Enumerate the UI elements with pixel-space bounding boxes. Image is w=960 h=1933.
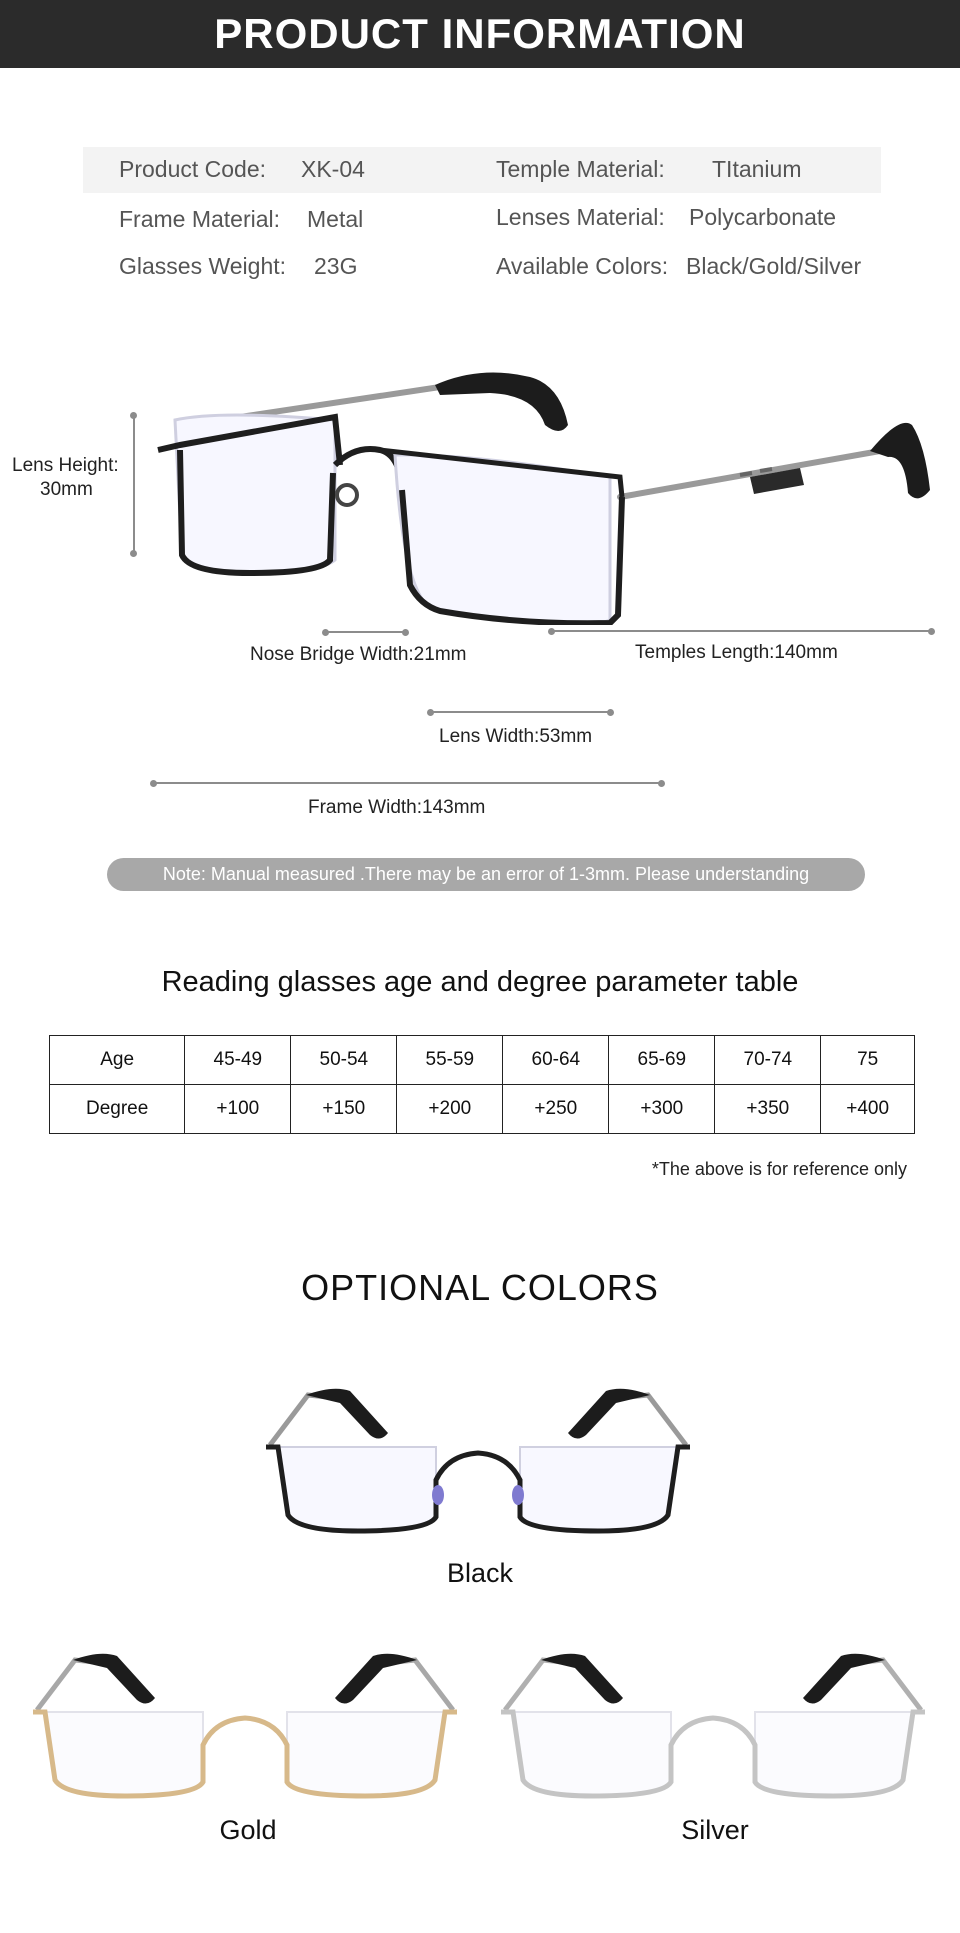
frame-width-guide-right-dot [658,780,665,787]
temples-length-label: Temples Length:140mm [635,642,838,663]
temples-length-guide-left-dot [548,628,555,635]
glasses-weight-label: Glasses Weight: [119,253,287,279]
temple-material-value: TItanium [712,156,802,182]
lens-height-guide-bottom-dot [130,550,137,557]
temples-length-guide [551,630,931,632]
black-glasses-image [258,1385,698,1535]
nose-bridge-guide-right-dot [402,629,409,636]
frame-width-guide-left-dot [150,780,157,787]
available-colors-value: Black/Gold/Silver [686,253,862,279]
page-title: PRODUCT INFORMATION [214,10,746,57]
nose-bridge-guide [325,631,405,633]
frame-width-label: Frame Width:143mm [308,797,486,818]
table-cell: 55-59 [397,1036,503,1085]
gold-glasses-image [25,1650,465,1800]
table-cell: 50-54 [291,1036,397,1085]
lens-height-value: 30mm [40,479,93,500]
color-label-silver: Silver [681,1815,749,1845]
table-cell: +250 [503,1085,609,1134]
temple-material-label: Temple Material: [496,156,665,182]
degree-table-title: Reading glasses age and degree parameter table [161,966,799,998]
table-cell: +350 [715,1085,821,1134]
lenses-material-label: Lenses Material: [496,204,665,230]
table-cell: +200 [397,1085,503,1134]
table-cell: 60-64 [503,1036,609,1085]
table-cell: 70-74 [715,1036,821,1085]
lens-height-guide-top-dot [130,412,137,419]
lens-height-guide [133,415,135,553]
lens-width-label: Lens Width:53mm [439,726,593,747]
lens-height-label: Lens Height: [12,455,119,476]
table-cell: Age [50,1036,185,1085]
nose-bridge-label: Nose Bridge Width:21mm [250,644,467,665]
reference-footnote: *The above is for reference only [651,1159,907,1179]
glasses-main-image [140,355,940,625]
frame-width-guide [153,782,661,784]
glasses-weight-value: 23G [314,253,358,279]
frame-material-label: Frame Material: [119,206,281,232]
color-label-gold: Gold [219,1815,277,1845]
table-cell: 75 [821,1036,915,1085]
header-banner [0,0,960,68]
measurement-note: Note: Manual measured .There may be an error of 1-3mm. Please understanding [107,858,865,891]
nose-bridge-guide-left-dot [322,629,329,636]
lens-width-guide [430,711,610,713]
temples-length-guide-right-dot [928,628,935,635]
available-colors-label: Available Colors: [496,253,669,279]
degree-table [49,1035,915,1134]
table-cell: 65-69 [609,1036,715,1085]
table-cell: +400 [821,1085,915,1134]
table-row [50,1085,915,1134]
table-cell: 45-49 [185,1036,291,1085]
product-code-label: Product Code: [119,156,267,182]
product-code-value: XK-04 [301,156,365,182]
lens-width-guide-left-dot [427,709,434,716]
silver-glasses-image [493,1650,933,1800]
table-cell: +100 [185,1085,291,1134]
frame-material-value: Metal [307,206,364,232]
table-row [50,1036,915,1085]
color-label-black: Black [446,1558,514,1588]
lens-width-guide-right-dot [607,709,614,716]
table-cell: +300 [609,1085,715,1134]
optional-colors-title: OPTIONAL COLORS [301,1267,659,1308]
table-cell: +150 [291,1085,397,1134]
lenses-material-value: Polycarbonate [689,204,837,230]
table-cell: Degree [50,1085,185,1134]
